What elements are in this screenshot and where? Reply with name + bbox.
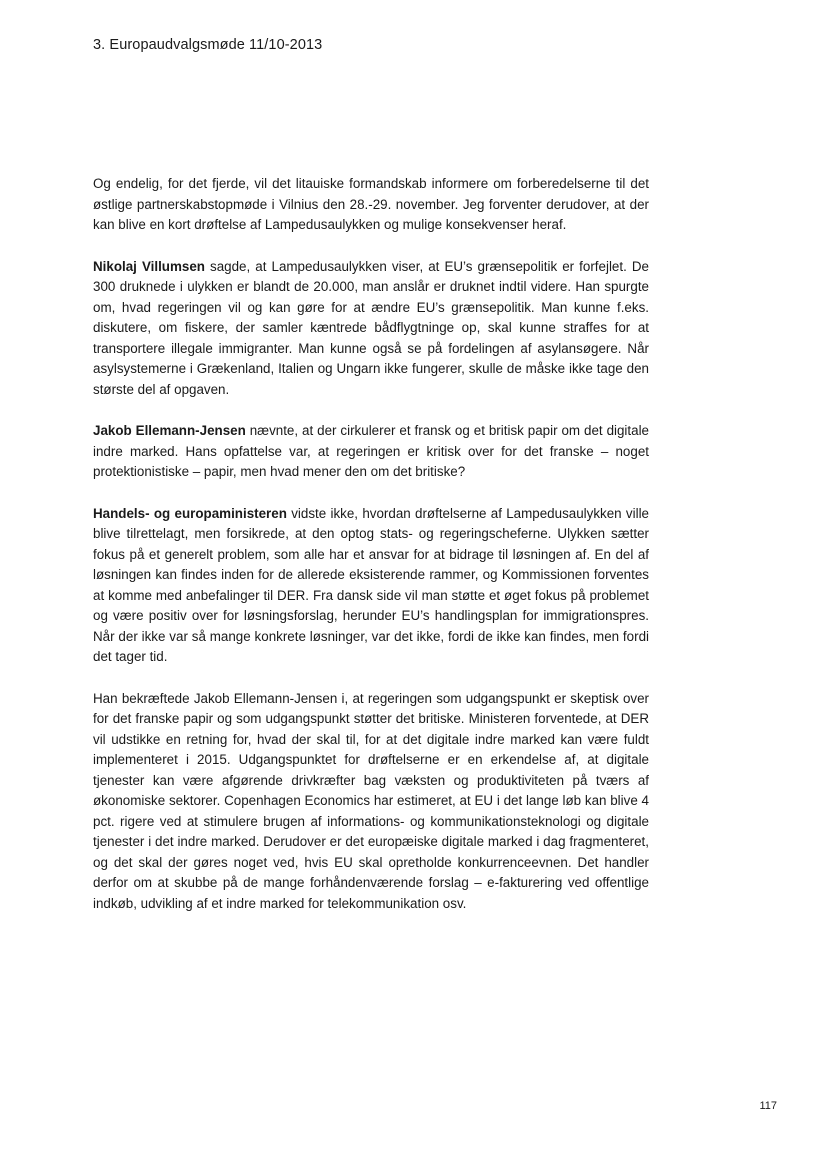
paragraph-3-text: nævnte, at der cirkulerer et fransk og et britisk papir om det digitale indre marked. Hans opfattelse var, at regeringen er kritisk over for det franske – noget protektionistiske – papir, men hvad mener den om det britiske? [93,423,649,479]
paragraph-2-text: sagde, at Lampedusaulykken viser, at EU’s grænsepolitik er forfejlet. De 300 druknede i ulykken er blandt de 20.000, man anslår er druknet indtil videre. Han spurgte om, hvad regeringen vil og kan gøre for at ændre EU’s grænsepolitik. Man kunne f.eks. diskutere, om fiskere, der samler kæntrede bådflygtninge op, skal kunne straffes for at transportere illegale immigranter. Man kunne også se på fordelingen af asylansøgere. Når asylsystemerne i Grækenland, Italien og Ungarn ikke fungerer, skulle de måske ikke tage den største del af opgaven. [93,258,649,397]
paragraph-3 [93,421,649,483]
paragraph-1 [93,174,649,236]
page-number: 117 [759,1100,777,1112]
paragraph-2 [93,257,649,401]
paragraph-4-text: vidste ikke, hvordan drøftelserne af Lampedusaulykken ville blive tilrettelagt, men forsikrede, at den optog stats- og regeringscheferne. Ulykken sætter fokus på et generelt problem, som alle har et ansvar for at bidrage til løsningen af. En del af løsningen kan findes inden for de allerede eksisterende rammer, og Kommissionen forventes at komme med anbefalinger til DER. Fra dansk side vil man støtte et øget fokus på problemet og være positiv over for løsningsforslag, herunder EU’s handlingsplan for immigrationspres. Når der ikke var så mange konkrete løsninger, var det ikke, fordi de ikke kan findes, men fordi det tager tid. [93,505,649,664]
paragraph-1-text: Og endelig, for det fjerde, vil det litauiske formandskab informere om forberedelserne til det østlige partnerskabstopmøde i Vilnius den 28.-29. november. Jeg forventer derudover, at der kan blive en kort drøftelse af Lampedusaulykken og mulige konsekvenser heraf. [93,176,649,232]
paragraph-4 [93,504,649,668]
paragraph-5-text: Han bekræftede Jakob Ellemann-Jensen i, at regeringen som udgangspunkt er skeptisk over for det franske papir og som udgangspunkt støtter det britiske. Ministeren forventede, at DER vil udstikke en retning for, hvad der skal til, for at det digitale indre marked kan være fuldt implementeret i 2015. Udgangspunktet for drøftelserne er en erkendelse af, at digitale tjenester kan være afgørende drivkræfter bag væksten og produktiviteten på tværs af økonomiske sektorer. Copenhagen Economics har estimeret, at EU i det lange løb kan blive 4 pct. rigere ved at stimulere brugen af informations- og kommunikationsteknologi og digitale tjenester i det indre marked. Derudover er det europæiske digitale marked i dag fragmenteret, og det skal der gøres noget ved, hvis EU skal opretholde konkurrenceevnen. Det handler derfor om at skubbe på de mange forhåndenværende forslag – e-fakturering ved offentlige indkøb, udvikling af et indre marked for telekommunikation osv. [93,690,649,911]
document-body [93,174,649,935]
speaker-name: Handels- og europaministeren [93,505,287,521]
paragraph-5 [93,689,649,915]
speaker-name: Jakob Ellemann-Jensen [93,423,246,438]
speaker-name: Nikolaj Villumsen [93,258,205,274]
page-header: 3. Europaudvalgsmøde 11/10-2013 [93,37,323,53]
